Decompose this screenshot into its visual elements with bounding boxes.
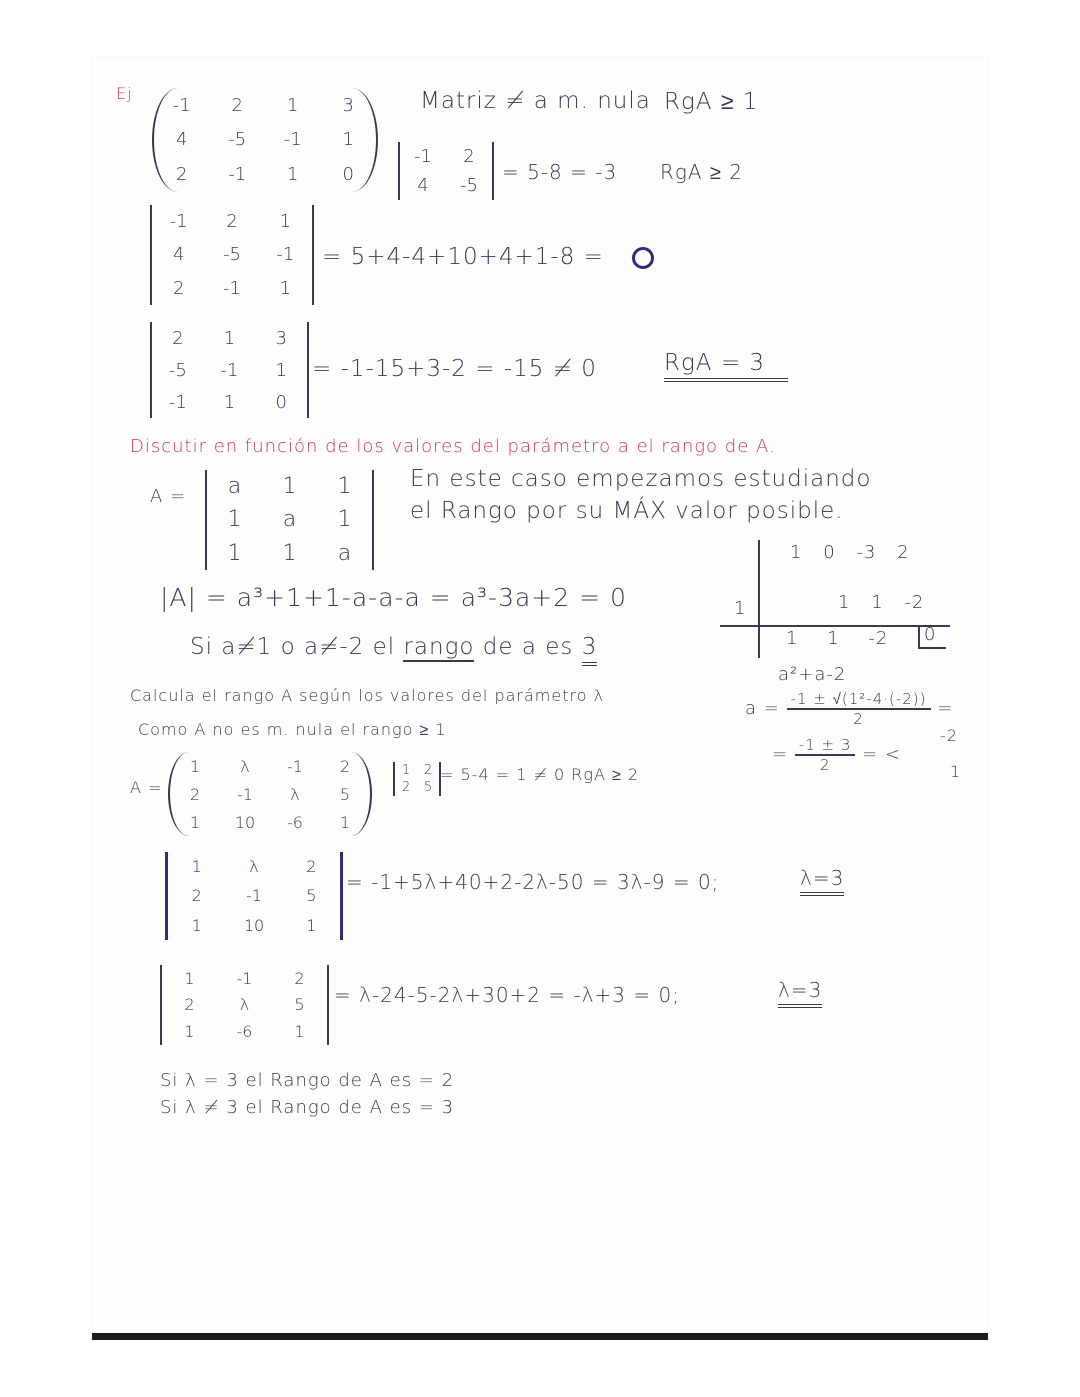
root-2: 1 xyxy=(950,762,962,781)
cell: -6 xyxy=(236,1022,253,1042)
minor3b-calc: = -1-15+3-2 = -15 ≠ 0 xyxy=(312,356,597,382)
problem2-minor3a-result: λ=3 xyxy=(800,866,844,896)
cell: 1 xyxy=(191,857,202,877)
cell: λ xyxy=(239,995,250,1015)
conclusion-prefix: Si a≠1 o a≠-2 el xyxy=(190,634,396,660)
problem2-heading: Calcula el rango A según los valores del parámetro λ xyxy=(130,686,605,705)
quadratic-solution xyxy=(772,736,901,774)
formula-eq: = xyxy=(937,698,954,719)
cell: 4 xyxy=(176,129,188,151)
cell: 1 xyxy=(189,812,201,832)
numerator: -1 ± √(1²-4·(-2)) xyxy=(787,690,931,710)
cell: 5 xyxy=(306,886,317,906)
cell: 1 xyxy=(306,915,317,935)
cell: 10 xyxy=(234,812,256,832)
problem2-minor3b-calc: = λ-24-5-2λ+30+2 = -λ+3 = 0; xyxy=(334,983,680,1007)
cell: -5 xyxy=(223,244,241,266)
problem2-minor3b xyxy=(160,965,329,1045)
cell: a xyxy=(227,474,242,500)
formula-fraction xyxy=(787,690,931,728)
numerator: -1 ± 3 xyxy=(795,736,856,756)
cell: 2 xyxy=(172,277,185,299)
cell: -1 xyxy=(223,277,241,299)
problem2-minor2 xyxy=(393,762,441,796)
example-minor3a xyxy=(150,205,314,305)
cell: 1 xyxy=(223,327,236,349)
circled-zero xyxy=(632,247,654,269)
rank-ge-1: RgA ≥ 1 xyxy=(664,89,759,115)
problem1-a-label: A = xyxy=(150,486,187,507)
cell: 1 xyxy=(227,540,242,566)
cell: -1 xyxy=(172,94,191,116)
nonnull-note: Matriz ≠ a m. nula xyxy=(420,88,651,114)
quadratic-formula xyxy=(745,690,953,728)
minor3a-result xyxy=(632,244,654,269)
cell: -1 xyxy=(246,886,262,906)
product: 1 xyxy=(838,592,851,613)
cell: 2 xyxy=(189,784,201,804)
problem1-note-line2: el Rango por su MÁX valor posible. xyxy=(410,498,844,524)
quadratic: a²+a-2 xyxy=(778,664,847,685)
cell: a xyxy=(337,540,352,566)
cell: 1 xyxy=(184,1022,195,1042)
coef: 1 xyxy=(790,542,803,563)
cell: 3 xyxy=(342,94,354,116)
cell: 2 xyxy=(191,886,202,906)
problem2-minor3a-calc: = -1+5λ+40+2-2λ-50 = 3λ-9 = 0; xyxy=(346,870,720,894)
cell: λ xyxy=(240,756,250,776)
cell: 5 xyxy=(294,995,305,1015)
cell: 1 xyxy=(282,540,297,566)
cell: 2 xyxy=(231,94,243,116)
problem2-minor2-calc: = 5-4 = 1 ≠ 0 RgA ≥ 2 xyxy=(440,765,640,784)
cell: -5 xyxy=(460,175,478,196)
cell: 2 xyxy=(226,211,238,233)
ruffini-results xyxy=(786,628,888,649)
cell: 1 xyxy=(287,164,299,186)
example-matrix xyxy=(152,88,378,192)
ruffini-divisor: 1 xyxy=(734,598,747,619)
cell: 4 xyxy=(417,175,429,196)
problem2-result-2: Si λ ≠ 3 el Rango de A es = 3 xyxy=(160,1097,455,1118)
example-minor2 xyxy=(398,142,494,200)
coef: -3 xyxy=(856,542,877,563)
problem2-a-label: A = xyxy=(130,778,163,797)
cell: 1 xyxy=(279,211,292,233)
problem2-minor3a xyxy=(165,852,343,940)
solution-lhs: = xyxy=(772,744,789,765)
cell: -5 xyxy=(168,359,187,381)
ruffini-products xyxy=(838,592,924,613)
example-label: Ej xyxy=(116,84,133,103)
cell: 2 xyxy=(176,164,188,186)
problem2-note: Como A no es m. nula el rango ≥ 1 xyxy=(138,720,447,739)
result: 1 xyxy=(786,628,799,649)
problem2-minor3b-result: λ=3 xyxy=(778,978,822,1008)
cell: -1 xyxy=(169,211,188,233)
cell: 10 xyxy=(243,915,265,935)
cell: 1 xyxy=(287,94,299,116)
conclusion-value: 3 xyxy=(582,634,598,666)
cell: 1 xyxy=(184,968,195,988)
cell: -1 xyxy=(236,968,253,988)
solution-fraction xyxy=(795,736,856,774)
cell: 1 xyxy=(191,915,202,935)
product: -2 xyxy=(904,592,925,613)
problem1-determinant: |A| = a³+1+1-a-a-a = a³-3a+2 = 0 xyxy=(160,583,627,612)
rank-ge-2: RgA ≥ 2 xyxy=(660,160,743,184)
problem2-matrix xyxy=(168,752,372,836)
root-1: -2 xyxy=(940,726,958,745)
ruffini-horizontal-line xyxy=(720,625,950,627)
ruffini-remainder: 0 xyxy=(924,624,937,645)
cell: 2 xyxy=(423,763,433,778)
cell: 1 xyxy=(223,391,236,413)
cell: -1 xyxy=(220,359,239,381)
cell: -1 xyxy=(414,146,432,167)
cell: 1 xyxy=(342,129,354,151)
cell: -1 xyxy=(276,244,295,266)
cell: 5 xyxy=(339,784,351,804)
cell: 2 xyxy=(339,756,351,776)
result: -2 xyxy=(868,628,889,649)
cell: 1 xyxy=(401,763,411,778)
problem2-result-1: Si λ = 3 el Rango de A es = 2 xyxy=(160,1070,455,1091)
example-minor3b xyxy=(150,322,309,418)
minor2-calc: = 5-8 = -3 xyxy=(502,160,618,184)
cell: -1 xyxy=(228,164,247,186)
cell: 1 xyxy=(279,277,292,299)
problem1-matrix xyxy=(205,470,374,570)
cell: λ xyxy=(249,857,259,877)
cell: 0 xyxy=(342,164,354,186)
cell: 1 xyxy=(282,474,297,500)
coef: 0 xyxy=(823,542,836,563)
cell: 3 xyxy=(275,327,287,349)
cell: 2 xyxy=(463,146,475,167)
solution-eq: = < xyxy=(862,744,902,765)
cell: 2 xyxy=(306,857,317,877)
cell: 1 xyxy=(337,474,352,500)
cell: -1 xyxy=(168,391,187,413)
coef: 2 xyxy=(897,542,910,563)
problem1-note-line1: En este caso empezamos estudiando xyxy=(410,466,872,492)
cell: 1 xyxy=(227,507,242,533)
page-bottom-edge xyxy=(92,1333,988,1340)
cell: -5 xyxy=(228,129,247,151)
formula-lhs: a = xyxy=(745,698,780,719)
result: 1 xyxy=(827,628,840,649)
cell: λ xyxy=(290,784,300,804)
cell: 2 xyxy=(172,327,184,349)
cell: a xyxy=(282,507,297,533)
cell: 1 xyxy=(189,756,201,776)
cell: 4 xyxy=(172,244,185,266)
cell: 1 xyxy=(337,507,352,533)
ruffini-coefficients xyxy=(790,542,910,563)
cell: -1 xyxy=(287,756,303,776)
cell: 2 xyxy=(184,995,195,1015)
cell: 5 xyxy=(423,780,433,795)
cell: 1 xyxy=(294,1022,305,1042)
rank-eq-3: RgA = 3 xyxy=(664,350,788,382)
problem1-heading: Discutir en función de los valores del parámetro a el rango de A. xyxy=(130,436,776,457)
cell: 1 xyxy=(339,812,351,832)
cell: -1 xyxy=(283,129,302,151)
problem1-conclusion xyxy=(190,634,597,660)
product: 1 xyxy=(871,592,884,613)
cell: 2 xyxy=(294,968,305,988)
conclusion-word: rango xyxy=(403,634,475,660)
cell: -1 xyxy=(237,784,253,804)
denominator: 2 xyxy=(853,710,864,728)
cell: -6 xyxy=(287,812,303,832)
denominator: 2 xyxy=(819,756,831,774)
cell: 1 xyxy=(275,359,287,381)
cell: 2 xyxy=(401,780,411,795)
minor3a-calc: = 5+4-4+10+4+1-8 = xyxy=(322,244,604,270)
conclusion-mid: de a es xyxy=(482,634,574,660)
cell: 0 xyxy=(275,391,287,413)
ruffini-vertical-line xyxy=(758,540,760,658)
